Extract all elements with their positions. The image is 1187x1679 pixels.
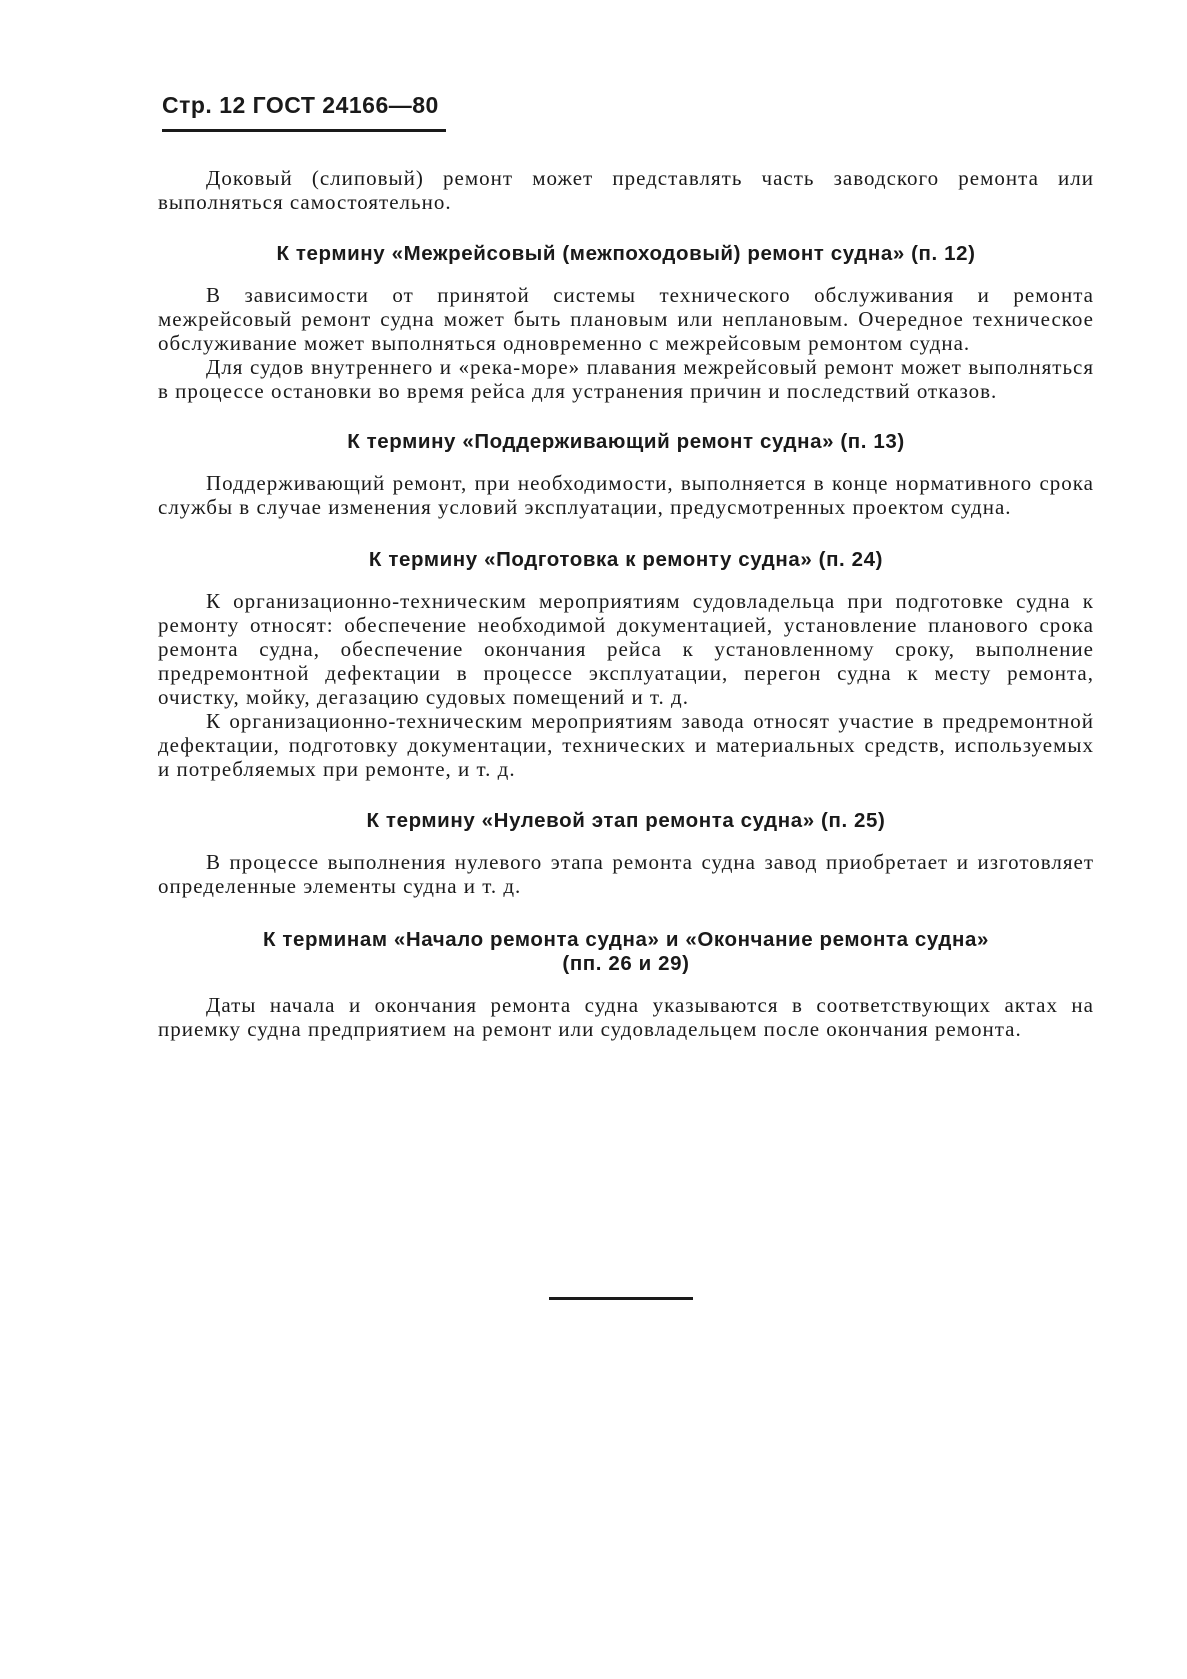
paragraph-12a: В зависимости от принятой системы технического обслуживания и ремонта межрейсовый ремонт судна может быть плановым или неплановым. Очередное техническое обслуживание может выполняться одновременно с межрейсовым ремонтом судна. (158, 283, 1094, 355)
paragraph-26-29: Даты начала и окончания ремонта судна указываются в соответствующих актах на приемку судна предприятием на ремонт или судовладельцем после окончания ремонта. (158, 993, 1094, 1041)
section-heading-26-29 (158, 928, 1094, 976)
paragraph-24a: К организационно-техническим мероприятиям судовладельца при подготовке судна к ремонту относят: обеспечение необходимой документацией, установление планового срока ремонта судна, обеспечение окончания рейса к установленному сроку, выполнение предремонтной дефектации в процессе эксплуатации, перегон судна к месту ремонта, очистку, мойку, дегазацию судовых помещений и т. д. (158, 589, 1094, 709)
paragraph-intro: Доковый (слиповый) ремонт может представлять часть заводского ремонта или выполняться самостоятельно. (158, 166, 1094, 214)
section-heading-12: К термину «Межрейсовый (межпоходовый) ремонт судна» (п. 12) (276, 242, 976, 265)
page-header: Стр. 12 ГОСТ 24166—80 (162, 92, 439, 118)
end-separator (549, 1297, 693, 1300)
paragraph-24b: К организационно-техническим мероприятиям завода относят участие в предремонтной дефектации, подготовку документации, технических и материальных средств, используемых и потребляемых при ремонте, и т. д. (158, 709, 1094, 781)
paragraph-12b: Для судов внутреннего и «река-море» плавания межрейсовый ремонт может выполняться в процессе остановки во время рейса для устранения причин и последствий отказов. (158, 355, 1094, 403)
paragraph-13: Поддерживающий ремонт, при необходимости, выполняется в конце нормативного срока службы в случае изменения условий эксплуатации, предусмотренных проектом судна. (158, 471, 1094, 519)
section-heading-25: К термину «Нулевой этап ремонта судна» (п. 25) (366, 809, 886, 832)
section-heading-26-29-line2: (пп. 26 и 29) (562, 952, 690, 975)
section-heading-26-29-line1: К терминам «Начало ремонта судна» и «Окончание ремонта судна» (262, 928, 990, 951)
section-heading-13: К термину «Поддерживающий ремонт судна» (п. 13) (347, 430, 905, 453)
paragraph-25: В процессе выполнения нулевого этапа ремонта судна завод приобретает и изготовляет определенные элементы судна и т. д. (158, 850, 1094, 898)
document-body (158, 166, 1094, 1041)
section-heading-24: К термину «Подготовка к ремонту судна» (п. 24) (368, 548, 884, 571)
header-underline (162, 129, 446, 132)
